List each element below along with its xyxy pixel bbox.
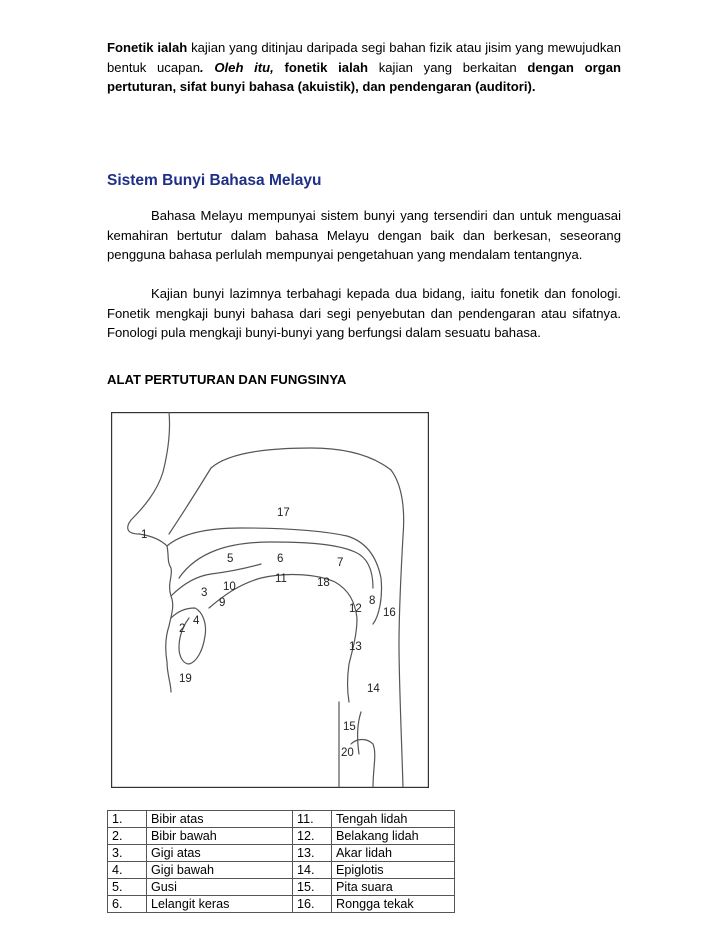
part-number: 4. (108, 862, 147, 879)
diagram-label-10: 10 (223, 581, 236, 593)
intro-text-segment: kajian yang berkaitan (368, 59, 528, 75)
intro-text-segment: dengan organ pertuturan, sifat bunyi bahasa (akuistik), dan pendengaran (auditori). (107, 59, 621, 95)
diagram-label-1: 1 (141, 529, 148, 541)
diagram-label-4: 4 (193, 615, 200, 627)
part-name: Gigi atas (147, 845, 293, 862)
intro-text-segment: kajian yang ditinjau daripada segi bahan fizik atau jisim yang mewujudkan bentuk ucapan (107, 40, 621, 75)
part-number: 2. (108, 828, 147, 845)
table-row (108, 896, 455, 913)
diagram-label-13: 13 (349, 641, 362, 653)
diagram-label-5: 5 (227, 553, 234, 565)
diagram-label-11: 11 (275, 573, 287, 585)
part-name: Bibir bawah (147, 828, 293, 845)
part-number: 5. (108, 879, 147, 896)
body-paragraph-1: Bahasa Melayu mempunyai sistem bunyi yang tersendiri dan untuk menguasai kemahiran bertutur dalam bahasa Melayu dengan baik dan berkesan, seseorang pengguna bahasa perlulah mempunyai pengetahuan yang mendalam tentangnya. (107, 208, 621, 263)
part-name: Gusi (147, 879, 293, 896)
part-number: 15. (293, 879, 332, 896)
table-row (108, 845, 455, 862)
intro-paragraph (107, 38, 621, 97)
intro-text-segment: fonetik ialah (284, 59, 369, 75)
diagram-label-3: 3 (201, 587, 208, 599)
part-number: 6. (108, 896, 147, 913)
section-title: Sistem Bunyi Bahasa Melayu (107, 172, 322, 189)
table-row (108, 879, 455, 896)
diagram-label-12: 12 (349, 603, 362, 615)
diagram-label-8: 8 (369, 595, 376, 607)
speech-organs-table (107, 810, 455, 913)
speech-organs-diagram (111, 412, 429, 788)
part-name: Tengah lidah (332, 811, 455, 828)
table-row (108, 862, 455, 879)
subheading: ALAT PERTUTURAN DAN FUNGSINYA (107, 372, 347, 387)
diagram-label-2: 2 (179, 623, 186, 635)
speech-organs-svg (111, 412, 429, 788)
speech-organs-table-body (108, 811, 455, 913)
part-name: Bibir atas (147, 811, 293, 828)
diagram-label-6: 6 (277, 553, 284, 565)
part-number: 1. (108, 811, 147, 828)
diagram-label-9: 9 (219, 597, 226, 609)
diagram-label-20: 20 (341, 747, 354, 759)
diagram-label-15: 15 (343, 721, 356, 733)
intro-text-segment: . Oleh itu, (200, 59, 285, 75)
diagram-label-18: 18 (317, 577, 330, 589)
intro-text-segment: Fonetik ialah (107, 40, 188, 55)
table-row (108, 828, 455, 845)
part-name: Pita suara (332, 879, 455, 896)
part-name: Epiglotis (332, 862, 455, 879)
part-number: 14. (293, 862, 332, 879)
part-name: Akar lidah (332, 845, 455, 862)
diagram-label-16: 16 (383, 607, 396, 619)
body-paragraph-2: Kajian bunyi lazimnya terbahagi kepada dua bidang, iaitu fonetik dan fonologi. Fonetik mengkaji bunyi bahasa dari segi penyebutan dan pendengaran atau sifatnya. Fonologi pula mengkaji bunyi-bunyi yang berfungsi dalam sesuatu bahasa. (107, 286, 621, 341)
part-number: 13. (293, 845, 332, 862)
part-number: 16. (293, 896, 332, 913)
part-number: 12. (293, 828, 332, 845)
diagram-label-19: 19 (179, 673, 192, 685)
table-row (108, 811, 455, 828)
part-name: Belakang lidah (332, 828, 455, 845)
diagram-label-17: 17 (277, 507, 290, 519)
part-number: 11. (293, 811, 332, 828)
part-name: Lelangit keras (147, 896, 293, 913)
part-number: 3. (108, 845, 147, 862)
part-name: Rongga tekak (332, 896, 455, 913)
diagram-label-14: 14 (367, 683, 380, 695)
diagram-label-7: 7 (337, 557, 344, 569)
part-name: Gigi bawah (147, 862, 293, 879)
